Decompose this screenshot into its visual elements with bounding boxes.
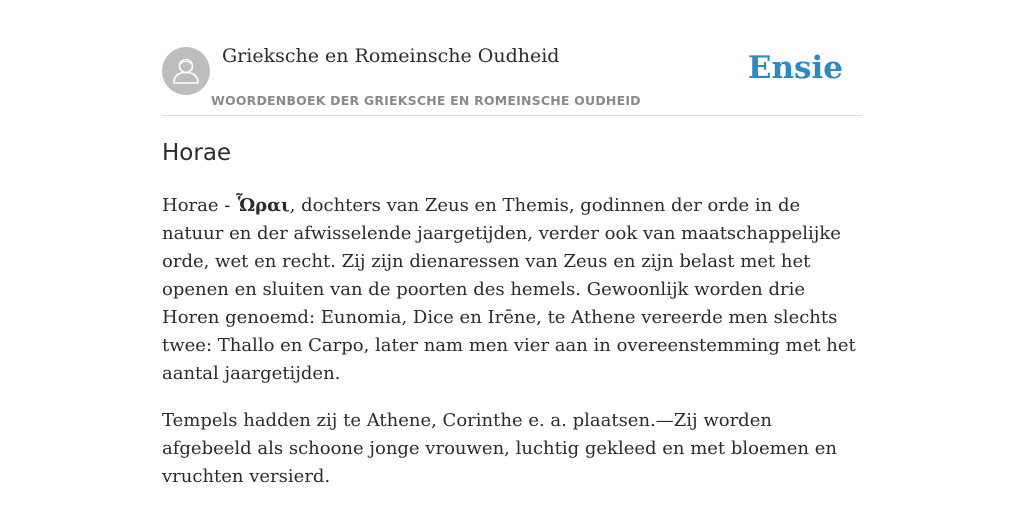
entry-title: Horae — [162, 140, 232, 166]
entry-paragraph-1-text: , dochters van Zeus en Themis, godinnen der orde in de natuur en der afwisselende jaargetijden, verder ook van maatschappelijke orde, wet en recht. Zij zijn dienaressen van Zeus en zijn belast met het openen en sluiten van de poorten des hemels. Gewoonlijk worden drie Horen genoemd: Eunomia, Dice en Irēne, te Athene vereerde men slechts twee: Thallo en Carpo, later nam men vier aan in overeenstemming met het aantal jaargetijden. — [162, 195, 856, 384]
source-subtitle[interactable]: WOORDENBOEK DER GRIEKSCHE EN ROMEINSCHE OUDHEID — [211, 93, 641, 108]
greek-term: Ὧραι — [236, 195, 290, 216]
entry-body — [162, 192, 862, 510]
user-icon — [162, 47, 210, 95]
source-avatar[interactable] — [162, 47, 210, 95]
ensie-logo[interactable]: Ensie — [747, 50, 843, 86]
source-title[interactable]: Grieksche en Romeinsche Oudheid — [222, 45, 560, 67]
entry-paragraph-1 — [162, 192, 862, 388]
header-divider — [162, 115, 862, 116]
entry-paragraph-2: Tempels hadden zij te Athene, Corinthe e. a. plaatsen.—Zij worden afgebeeld als schoone jonge vrouwen, luchtig gekleed en met bloemen en vruchten versierd. — [162, 410, 837, 487]
entry-lead: Horae - — [162, 195, 237, 216]
